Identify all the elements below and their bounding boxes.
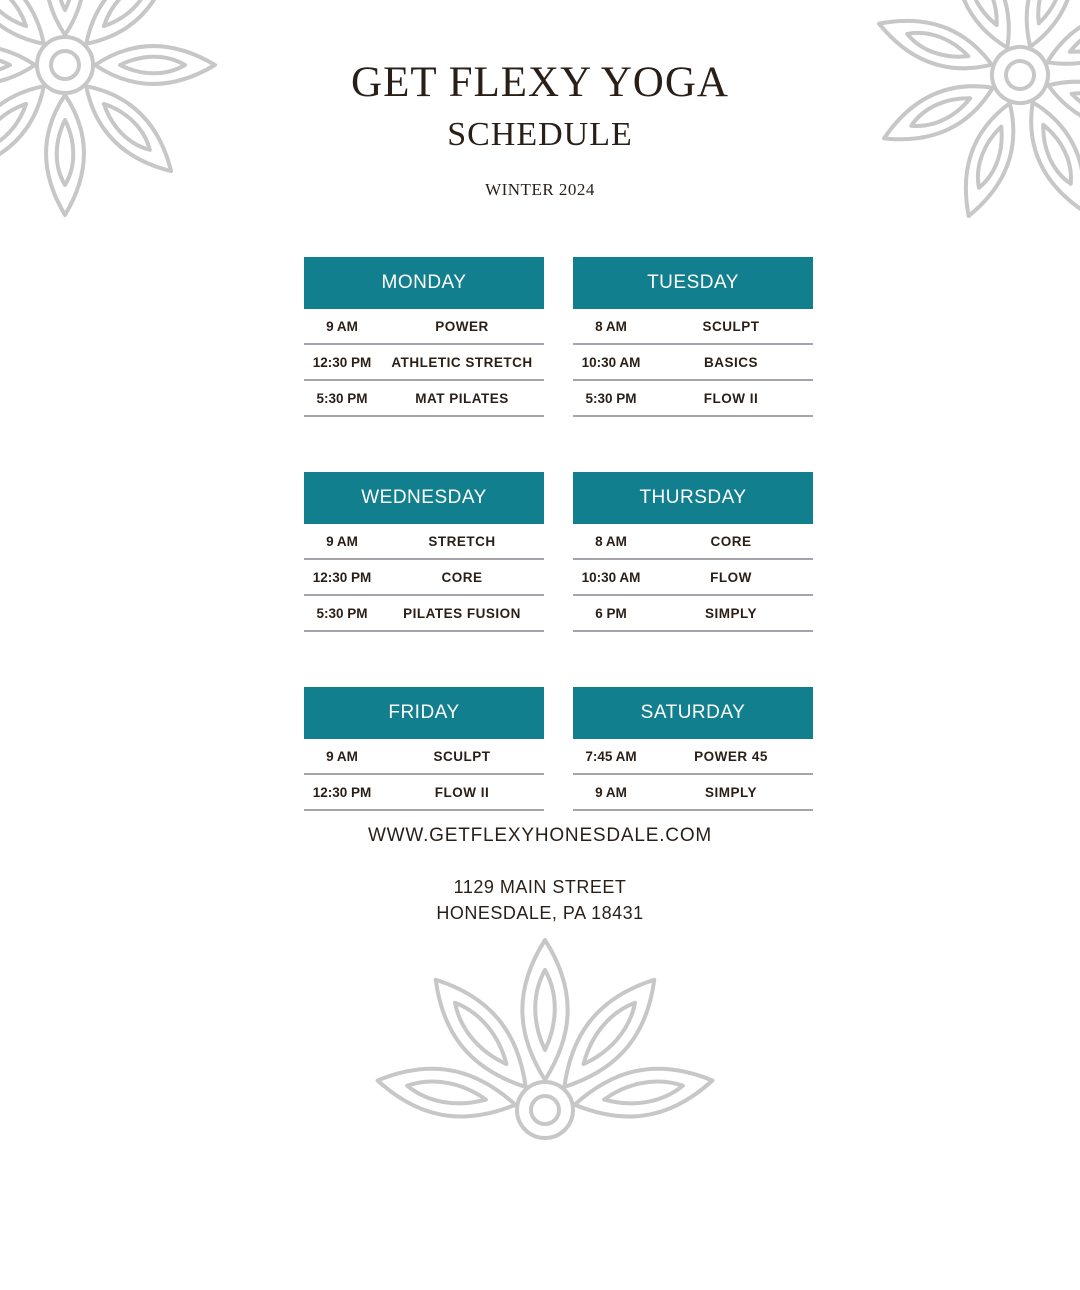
class-name: PILATES FUSION [403, 605, 521, 621]
class-row [304, 775, 544, 811]
class-row [304, 739, 544, 775]
address-city: HONESDALE, PA 18431 [436, 903, 644, 923]
day-header-wednesday: WEDNESDAY [304, 472, 544, 524]
class-row [304, 345, 544, 381]
class-time: 12:30 PM [312, 569, 372, 585]
class-time: 12:30 PM [312, 784, 372, 800]
class-row [573, 560, 813, 596]
class-time: 10:30 AM [581, 569, 641, 585]
day-header-tuesday: TUESDAY [573, 257, 813, 309]
season-label: WINTER 2024 [485, 180, 595, 199]
class-row [573, 524, 813, 560]
class-row [573, 345, 813, 381]
class-time: 5:30 PM [316, 605, 368, 621]
class-row [304, 560, 544, 596]
class-name: SCULPT [702, 318, 760, 334]
class-name: ATHLETIC STRETCH [391, 354, 533, 370]
address-street: 1129 MAIN STREET [453, 877, 627, 897]
class-time: 9 AM [326, 318, 358, 334]
class-row [573, 596, 813, 632]
class-name: BASICS [703, 354, 758, 370]
class-name: STRETCH [428, 533, 496, 549]
day-header-thursday: THURSDAY [573, 472, 813, 524]
class-row [304, 596, 544, 632]
class-name: SCULPT [433, 748, 491, 764]
class-name: FLOW II [434, 784, 490, 800]
day-block-saturday [573, 687, 813, 811]
class-row [573, 775, 813, 811]
website-url: WWW.GETFLEXYHONESDALE.COM [367, 825, 713, 846]
class-time: 9 AM [595, 784, 627, 800]
class-name: FLOW II [703, 390, 759, 406]
class-row [573, 739, 813, 775]
day-block-tuesday [573, 257, 813, 417]
class-name: POWER 45 [694, 748, 768, 764]
class-row [304, 381, 544, 417]
class-name: MAT PILATES [415, 390, 509, 406]
class-name: SIMPLY [704, 605, 758, 621]
class-time: 7:45 AM [585, 748, 637, 764]
day-header-friday: FRIDAY [304, 687, 544, 739]
class-time: 5:30 PM [585, 390, 637, 406]
class-name: FLOW [710, 569, 752, 585]
class-time: 8 AM [595, 533, 627, 549]
class-time: 5:30 PM [316, 390, 368, 406]
class-row [304, 524, 544, 560]
day-block-wednesday [304, 472, 544, 632]
day-block-thursday [573, 472, 813, 632]
day-header-monday: MONDAY [304, 257, 544, 309]
class-time: 9 AM [326, 533, 358, 549]
class-row [573, 381, 813, 417]
day-header-saturday: SATURDAY [573, 687, 813, 739]
class-time: 10:30 AM [581, 354, 641, 370]
class-name: CORE [710, 533, 752, 549]
class-time: 6 PM [595, 605, 627, 621]
day-block-friday [304, 687, 544, 811]
page-title: GET FLEXY YOGA [351, 59, 729, 106]
class-time: 9 AM [326, 748, 358, 764]
class-row [304, 309, 544, 345]
class-time: 12:30 PM [312, 354, 372, 370]
class-name: POWER [435, 318, 489, 334]
mandala-ornament-bottom [365, 930, 725, 1290]
class-name: SIMPLY [704, 784, 758, 800]
day-block-monday [304, 257, 544, 417]
class-time: 8 AM [595, 318, 627, 334]
page-subtitle: SCHEDULE [447, 116, 633, 153]
class-row [573, 309, 813, 345]
class-name: CORE [441, 569, 483, 585]
